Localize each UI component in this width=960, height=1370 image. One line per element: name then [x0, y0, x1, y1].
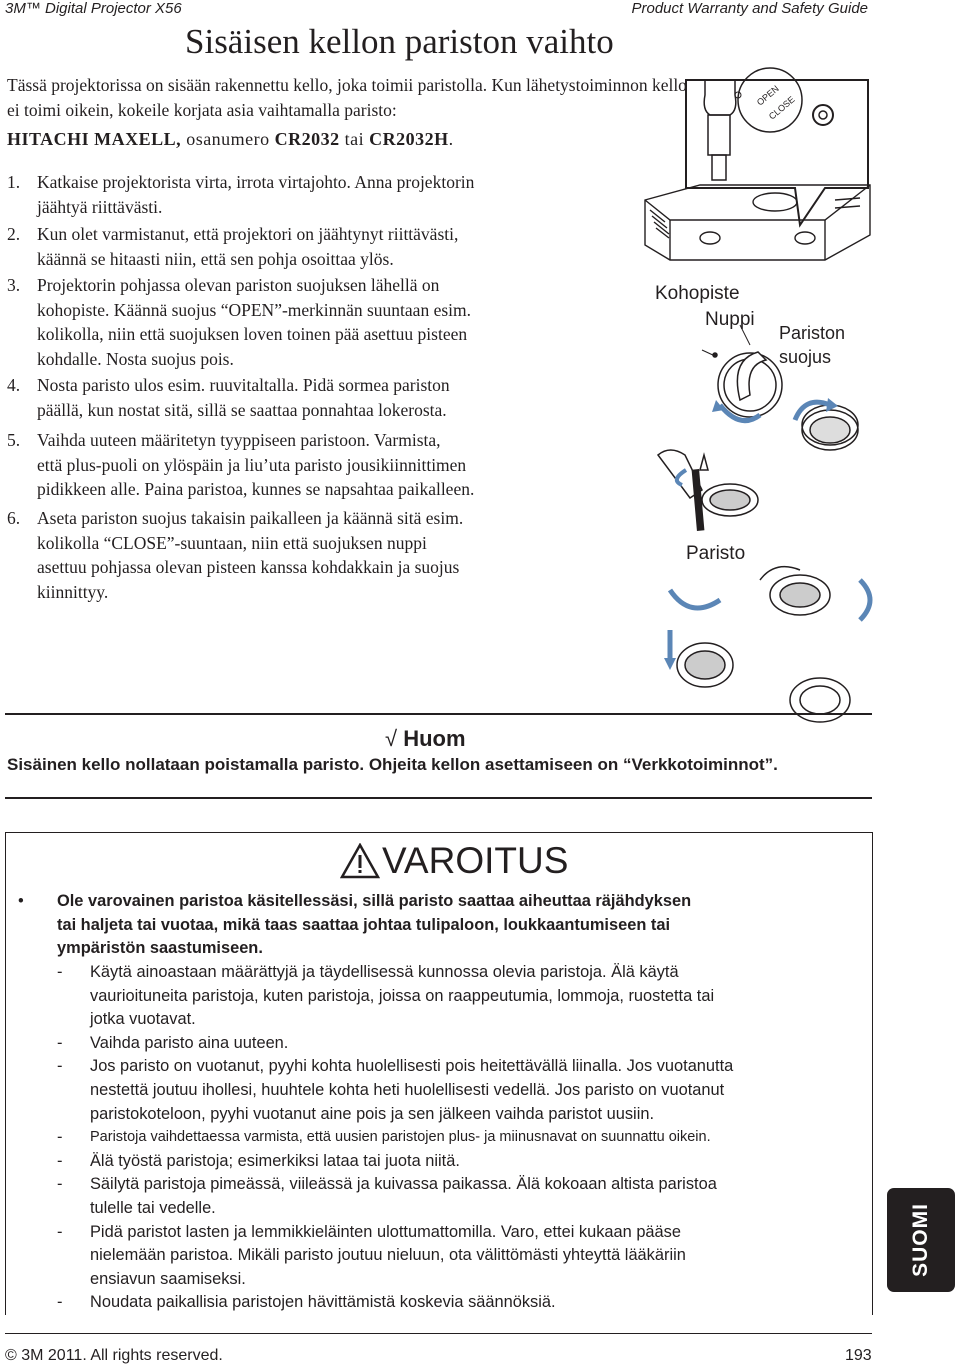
cover-back-icon	[677, 643, 850, 722]
part-number-2: CR2032H	[369, 129, 449, 149]
note-text: Sisäinen kello nollataan poistamalla paristo. Ohjeita kellon asettamiseen on “Verkkotoiminnot”.	[7, 755, 778, 774]
header-guide: Product Warranty and Safety Guide	[631, 0, 868, 17]
warning-list	[0, 961, 880, 1315]
removed-cover-icon	[802, 405, 858, 450]
warning-item: - Älä työstä paristoja; esimerkiksi lataa tai juota niitä.	[57, 1151, 460, 1170]
header-product: 3M™ Digital Projector X56	[5, 0, 182, 17]
battery-brand: HITACHI MAXELL,	[7, 129, 182, 149]
footer-copyright: © 3M 2011. All rights reserved.	[5, 1347, 223, 1364]
warning-item: - Jos paristo on vuotanut, pyyhi kohta huolellisesti pois heitettävällä liinalla. Jos vuotanutta nestettä joutuu ihollesi, huuhtele kohta heti huolellisesti vedellä. Jos paristo on vuotanut paristokoteloon, pyyhi vuotanut aine pois ja sen jälkeen vaihda paristot uusiin.	[57, 1057, 734, 1123]
label-paristo: Paristo	[686, 543, 746, 564]
warning-item: - Paristoja vaihdettaessa varmista, että uusien paristojen plus- ja miinusnavat on suunnattu oikein.	[57, 1128, 711, 1147]
label-nuppi: Nuppi	[705, 309, 755, 330]
push-arrow-icon	[677, 470, 686, 485]
step-2: 2. Kun olet varmistanut, että projektori on jäähtynyt riittävästi, käännä se hitaasti niin, että sen pohja osoittaa ylös.	[7, 224, 459, 269]
warning-item: - Noudata paikallisia paristojen hävittämistä koskevia säännöksiä.	[57, 1293, 556, 1312]
step-6: 6. Aseta pariston suojus takaisin paikalleen ja käännä sitä esim. kolikolla “CLOSE”-suuntaan, niin että suojuksen nuppi asettuu pohjassa olevan pisteen kanssa kohdakkain ja suojus kiinnittyy.	[7, 508, 464, 602]
slide-arrow-icon	[670, 590, 720, 608]
screwdriver-battery-icon	[658, 450, 758, 530]
intro-battery-type: HITACHI MAXELL, osanumero CR2032 tai CR2032H.	[7, 129, 454, 149]
knob-circle	[813, 105, 833, 125]
warning-intro: Ole varovainen paristoa käsitellessäsi, sillä paristo saattaa aiheuttaa räjähdyksen tai haljeta tai vuotaa, mikä taas saattaa johtaa tulipaloon, loukkaantumiseen tai ympäristön saastumiseen.	[57, 892, 692, 958]
footer-divider	[5, 1333, 872, 1334]
step-4: 4. Nosta paristo ulos esim. ruuvitaltalla. Pidä sormea pariston päällä, kun nostat sitä, sillä se saattaa ponnahtaa lokerosta.	[7, 375, 450, 420]
warning-item: - Pidä paristot lasten ja lemmikkieläinten ulottumattomilla. Varo, ettei kukaan pääse nielemään paristoa. Mikäli paristo joutuu nieluun, ota välittömästi yhteyttä lääkäriin ensiavun saamiseksi.	[57, 1222, 686, 1288]
warning-heading: VAROITUS	[340, 840, 568, 882]
language-tab	[887, 1188, 955, 1292]
warning-triangle-icon	[340, 843, 380, 879]
page-number: 193	[845, 1347, 872, 1364]
cover-close-label: CLOSE	[766, 94, 797, 122]
battery-insert-icon	[760, 567, 830, 615]
label-kohopiste: Kohopiste	[655, 283, 740, 304]
warning-item: - Säilytä paristoja pimeässä, viileässä ja kuivassa paikassa. Älä kokoaan altista paristoa tulelle tai vedelle.	[57, 1175, 717, 1217]
cover-open-label: OPEN	[754, 83, 781, 108]
label-suojus: suojus	[779, 347, 832, 367]
warning-bullet-icon: •	[18, 892, 24, 910]
step-1: 1. Katkaise projektorista virta, irrota virtajohto. Anna projektorin jäähtyä riittävästi.	[7, 172, 475, 217]
warning-item: - Käytä ainoastaan määrättyjä ja täydellisessä kunnossa olevia paristoja. Älä käytä vaurioituneita paristoja, kuten paristoja, joissa on raappeutumia, lommoja, ruostetta tai jotka vuotavat.	[57, 963, 715, 1029]
part-number-1: CR2032	[274, 129, 340, 149]
step-3: 3. Projektorin pohjassa olevan pariston suojuksen lähellä on kohopiste. Käännä suojus “OPEN”-merkinnän suuntaan esim. kolikolla, niin että suojuksen loven toinen pää asettuu pisteen kohdalle. Nosta suojus pois.	[7, 275, 472, 369]
note-heading: √ Huom	[385, 726, 466, 751]
note-divider-top	[5, 713, 872, 715]
warning-item: - Vaihda paristo aina uuteen.	[57, 1033, 289, 1052]
battery-replacement-illustration	[590, 60, 880, 740]
intro-line-1: Tässä projektorissa on sisään rakennettu kello, joka toimii paristolla. Kun lähetystoiminnon kello	[7, 75, 687, 95]
check-icon: √	[385, 726, 398, 751]
step-5: 5. Vaihda uuteen määritetyn tyyppiseen paristoon. Varmista, että plus-puoli on ylöspäin ja liu’uta paristo jousikiinnittimen pidikkeen alle. Paina paristoa, kunnes se napsahtaa paikalleen.	[7, 430, 475, 499]
intro-line-2: ei toimi oikein, kokeile korjata asia vaihtamalla paristo:	[7, 100, 397, 120]
language-tab-label: SUOMI	[909, 1203, 932, 1277]
rotate-arrow-icon	[720, 405, 760, 421]
page-title: Sisäisen kellon pariston vaihto	[185, 22, 614, 61]
cover-coin-icon	[702, 325, 782, 417]
projector-icon	[645, 185, 870, 260]
note-divider-bottom	[5, 797, 872, 799]
label-pariston: Pariston	[779, 323, 846, 343]
callout-box	[686, 80, 868, 225]
